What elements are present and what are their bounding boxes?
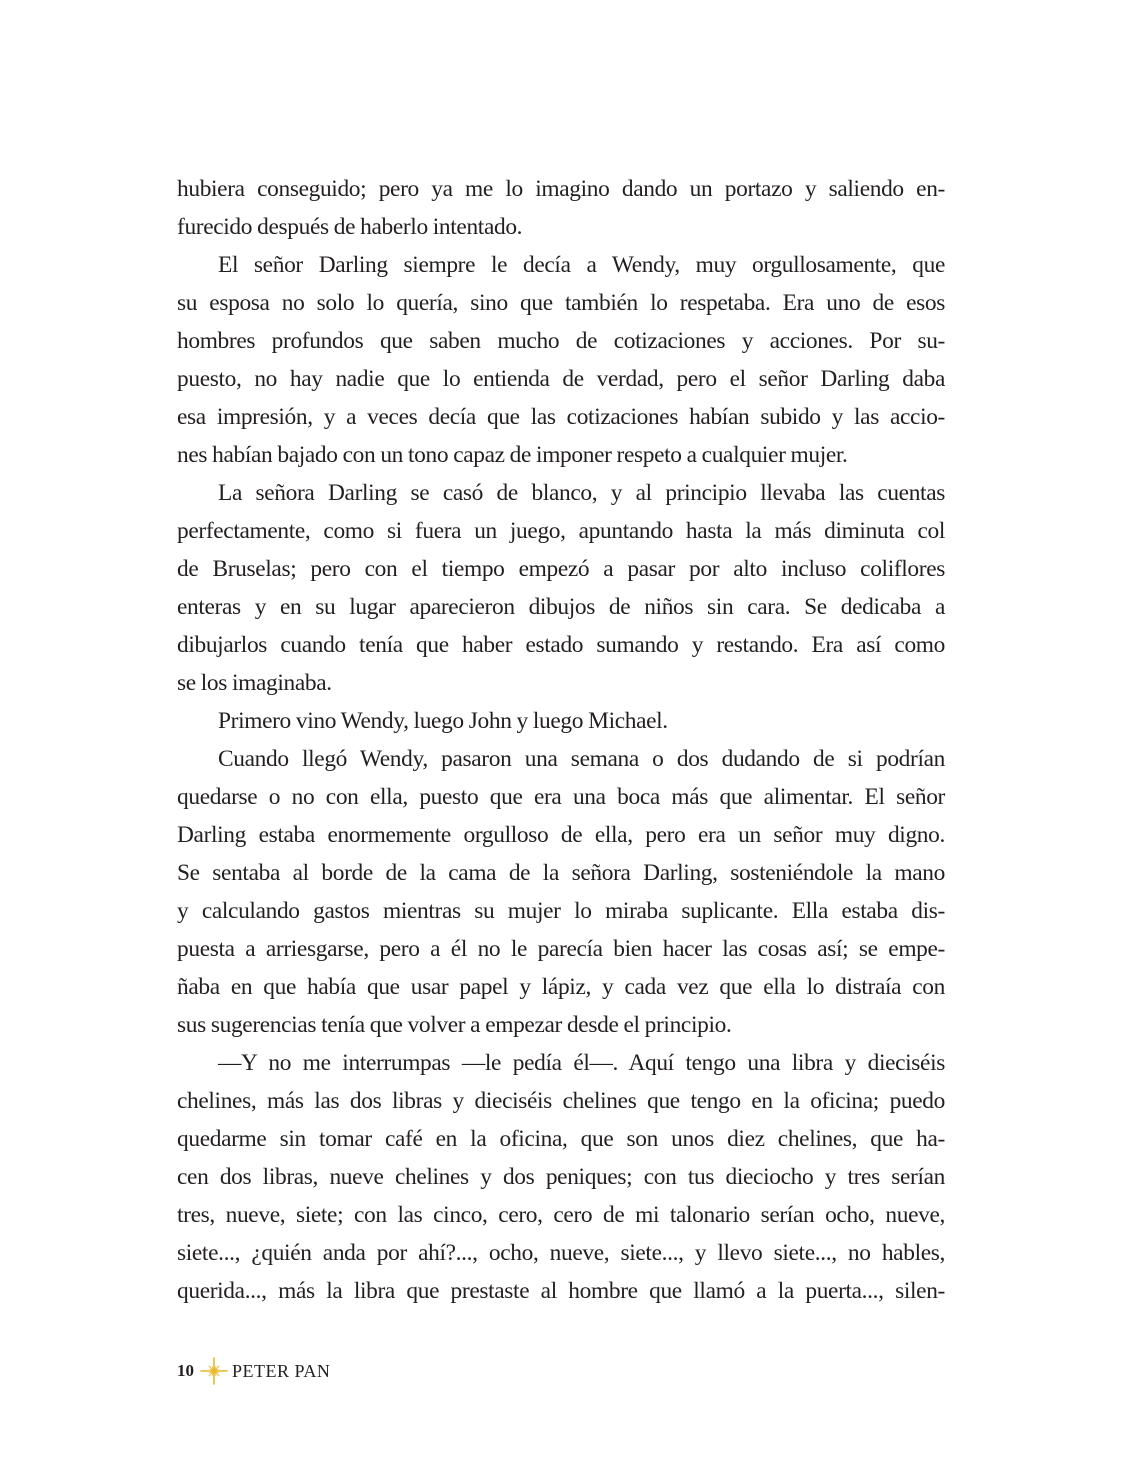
text-line: puesto, no hay nadie que lo entienda de verdad, pero el señor Darling daba: [177, 366, 945, 392]
text-line: cen dos libras, nueve chelines y dos peniques; con tus dieciocho y tres serían: [177, 1164, 945, 1190]
page-number: 10: [177, 1361, 194, 1380]
text-line: puesta a arriesgarse, pero a él no le parecía bien hacer las cosas así; se empe-: [177, 936, 945, 962]
text-line: furecido después de haberlo intentado.: [177, 214, 523, 240]
text-line: El señor Darling siempre le decía a Wendy, muy orgullosamente, que: [218, 252, 945, 278]
text-line: dibujarlos cuando tenía que haber estado sumando y restando. Era así como: [177, 632, 945, 658]
text-line: sus sugerencias tenía que volver a empezar desde el principio.: [177, 1012, 732, 1038]
text-line: de Bruselas; pero con el tiempo empezó a pasar por alto incluso coliflores: [177, 556, 945, 582]
text-line: siete..., ¿quién anda por ahí?..., ocho, nueve, siete..., y llevo siete..., no hables,: [177, 1240, 945, 1266]
text-line: enteras y en su lugar aparecieron dibujos de niños sin cara. Se dedicaba a: [177, 594, 945, 620]
text-line: —Y no me interrumpas —le pedía él—. Aquí tengo una libra y dieciséis: [218, 1050, 945, 1076]
running-title: PETER PAN: [232, 1360, 331, 1381]
text-line: hombres profundos que saben mucho de cotizaciones y acciones. Por su-: [177, 328, 945, 354]
text-line: Se sentaba al borde de la cama de la señora Darling, sosteniéndole la mano: [177, 860, 945, 886]
page-footer: [177, 1356, 330, 1386]
star-icon: [200, 1357, 228, 1385]
text-line: esa impresión, y a veces decía que las cotizaciones habían subido y las accio-: [177, 404, 945, 430]
text-line: Cuando llegó Wendy, pasaron una semana o dos dudando de si podrían: [218, 746, 945, 772]
text-line: nes habían bajado con un tono capaz de imponer respeto a cualquier mujer.: [177, 442, 848, 468]
text-line: tres, nueve, siete; con las cinco, cero, cero de mi talonario serían ocho, nueve,: [177, 1202, 945, 1228]
text-line: querida..., más la libra que prestaste al hombre que llamó a la puerta..., silen-: [177, 1278, 945, 1304]
text-line: perfectamente, como si fuera un juego, apuntando hasta la más diminuta col: [177, 518, 945, 544]
body-text: [177, 170, 945, 1310]
text-line: hubiera conseguido; pero ya me lo imagino dando un portazo y saliendo en-: [177, 176, 945, 202]
text-line: chelines, más las dos libras y dieciséis chelines que tengo en la oficina; puedo: [177, 1088, 945, 1114]
text-line: ñaba en que había que usar papel y lápiz, y cada vez que ella lo distraía con: [177, 974, 945, 1000]
text-line: Primero vino Wendy, luego John y luego Michael.: [218, 708, 668, 734]
text-line: su esposa no solo lo quería, sino que también lo respetaba. Era uno de esos: [177, 290, 945, 316]
text-line: se los imaginaba.: [177, 670, 332, 696]
text-line: y calculando gastos mientras su mujer lo miraba suplicante. Ella estaba dis-: [177, 898, 945, 924]
text-line: Darling estaba enormemente orgulloso de ella, pero era un señor muy digno.: [177, 822, 945, 848]
text-line: quedarse o no con ella, puesto que era una boca más que alimentar. El señor: [177, 784, 945, 810]
text-line: quedarme sin tomar café en la oficina, que son unos diez chelines, que ha-: [177, 1126, 945, 1152]
text-line: La señora Darling se casó de blanco, y al principio llevaba las cuentas: [218, 480, 945, 506]
star-center: [212, 1369, 216, 1373]
